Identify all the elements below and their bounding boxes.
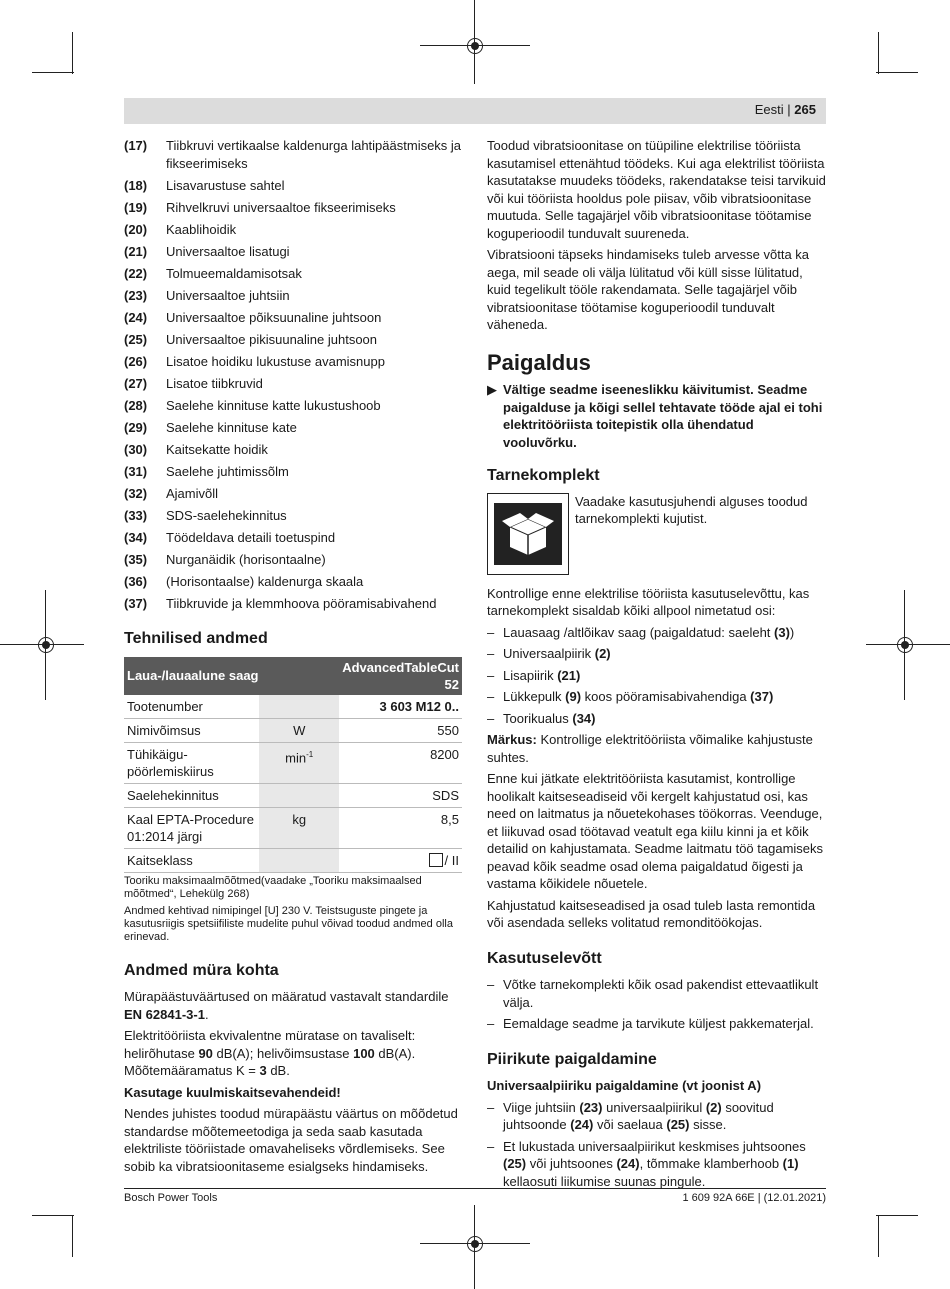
tech-value: 550 (339, 718, 462, 742)
delivery-heading: Tarnekomplekt (487, 467, 600, 484)
parts-list-text: Lisavarustuse sahtel (166, 177, 285, 193)
parts-list-text: Universaaltoe pikisuunaline juhtsoon (166, 331, 378, 347)
tech-table-row (124, 742, 462, 783)
tech-value: 3 603 M12 0.. (339, 695, 462, 719)
parts-list-item (124, 375, 462, 393)
tech-label: Kaal EPTA-Procedure 01:2014 järgi (124, 807, 259, 848)
tech-value: 8200 (339, 742, 462, 783)
tech-value: 8,5 (339, 807, 462, 848)
parts-list-text: Nurganäidik (horisontaalne) (166, 551, 326, 567)
registration-mark-left (38, 637, 54, 653)
note-paragraph: Enne kui jätkate elektritööriista kasutamist, kontrollige hoolikalt kaitseseadiseid või kergelt kahjustatud osi, kas need on laitmatus ja nõuetekohases töökorras. Veenduge, et liikuvad osad töötavad veatult ega kiilu kinni ja et kõik detailid on kahjustamata. Seadme laitmatu töö tagamiseks peavad kõik seadme osad olema paigaldatud õigesti ja vastama kõikidele nõuetele. (487, 771, 824, 891)
parts-list-text: Tiibkruvide ja klemmhoova pööramisabivahend (166, 595, 437, 611)
parts-list (124, 137, 462, 612)
parts-list-text: Rihvelkruvi universaaltoe fikseerimiseks (166, 199, 396, 215)
parts-list-text: Universaaltoe juhtsiin (166, 287, 290, 303)
crop-mark (878, 1215, 879, 1257)
left-column (124, 137, 462, 1179)
tech-table-row (124, 848, 462, 872)
crop-mark (45, 590, 46, 700)
vibration-p1: Toodud vibratsioonitase on tüüpiline elektrilise tööriista kasutamisel ettenähtud töödeks. Kui aga elektrilist tööriista kasutatakse muudeks töödeks, rakendatakse teisi tarvikuid või kui tööriista hooldus pole piisav, võib vibratsioonitase muutuda. Selle tagajärjel võib vibratsioonitase töötamise koguperioodil tunduvalt suureneda. (487, 138, 826, 241)
noise-warning: Kasutage kuulmiskaitsevahendeid! (124, 1084, 341, 1100)
tech-table-row (124, 783, 462, 807)
parts-list-text: Kaitsekatte hoidik (166, 441, 268, 457)
parts-list-number: (18) (124, 177, 148, 193)
parts-list-text: Kaablihoidik (166, 221, 237, 237)
tech-label: Tühikäigu-pöörlemiskiirus (124, 742, 259, 783)
parts-list-text: Ajamivõll (166, 485, 219, 501)
tech-unit: W (259, 718, 339, 742)
page-number: 265 (794, 102, 816, 117)
parts-list-number: (31) (124, 463, 148, 479)
parts-list-number: (34) (124, 529, 148, 545)
parts-list-text: Tolmueemaldamisotsak (166, 265, 302, 281)
parts-list-text: SDS-saelehekinnitus (166, 507, 287, 523)
package-box-icon (487, 493, 569, 575)
registration-mark-bottom (467, 1236, 483, 1252)
noise-p4: Nendes juhistes toodud mürapäästu väärtus on mõõdetud standardse mõõtemeetodiga ja seda saab kasutada elektriliste tööriistade omavaheliseks võrdlemiseks. See sobib ka vibratsioonitaseme esialgseks hindamiseks. (124, 1106, 458, 1174)
parts-list-number: (37) (124, 595, 148, 611)
footer-brand: Bosch Power Tools (124, 1192, 218, 1204)
parts-list-text: (Horisontaalse) kaldenurga skaala (166, 573, 364, 589)
tech-unit (259, 695, 339, 719)
parts-list-item (124, 137, 462, 172)
footer-rule (124, 1188, 826, 1189)
parts-list-item (124, 243, 462, 261)
tech-unit: $\min^{-1}$ (259, 742, 339, 783)
commission-item: – Eemaldage seadme ja tarvikute küljest pakkematerjal. (487, 1016, 814, 1031)
parts-list-number: (20) (124, 221, 148, 237)
fence-item-2: – Et lukustada universaalpiirikut keskmises juhtsoones (25) või juhtsoones (24), tõmmake klamberhoob (1) kellaosuti liikumise suunas pingule. (487, 1138, 806, 1189)
parts-list-text: Tiibkruvi vertikaalse kaldenurga lahtipäästmiseks ja fikseerimiseks (166, 138, 462, 171)
tech-table-row (124, 807, 462, 848)
parts-list-item (124, 265, 462, 283)
delivery-item: – Toorikualus (34) (487, 710, 596, 726)
noise-p2: Elektritööriista ekvivalentne müratase on tavaliselt: helirõhutase 90 dB(A); helivõimsustase 100 dB(A). Mõõtemääramatus K = 3 dB. (124, 1028, 416, 1078)
commission-list (487, 976, 827, 1033)
crop-mark (32, 1215, 74, 1216)
parts-list-item (124, 353, 462, 371)
parts-list-number: (17) (124, 138, 148, 153)
parts-list-number: (30) (124, 441, 148, 457)
note-paragraph-2: Kahjustatud kaitseseadised ja osad tuleb lasta remontida või asendada selleks volitatud remonditöökojas. (487, 897, 816, 930)
commission-item: – Võtke tarnekomplekti kõik osad pakendist ettevaatlikult välja. (487, 977, 819, 1010)
parts-list-item (124, 331, 462, 349)
tech-unit (259, 783, 339, 807)
parts-list-item (124, 419, 462, 437)
parts-list-item (124, 551, 462, 569)
parts-list-item (124, 177, 462, 195)
parts-list-item (124, 309, 462, 327)
parts-list-item (124, 287, 462, 305)
tech-unit (259, 848, 339, 872)
fence-item-1: – Viige juhtsiin (23) universaalpiirikul (2) soovitud juhtsoonde (24) või saelaua (25) sisse. (487, 1099, 774, 1132)
arrow-icon: ▶ (487, 382, 497, 397)
parts-list-number: (32) (124, 485, 148, 501)
commission-heading: Kasutuselevõtt (487, 949, 602, 967)
parts-list-item (124, 485, 462, 503)
noise-heading: Andmed müra kohta (124, 961, 279, 979)
tech-value: / II (339, 848, 462, 872)
noise-p1: Mürapäästuväärtused on määratud vastavalt standardile EN 62841-3-1. (124, 989, 449, 1022)
parts-list-text: Töödeldava detaili toetuspind (166, 529, 336, 545)
parts-list-number: (35) (124, 551, 148, 567)
parts-list-number: (22) (124, 265, 148, 281)
install-warning-text: Vältige seadme iseeneslikku käivitumist. Seadme paigalduse ja kõigi sellel tehtavate tööde ajal ei tohi elektritööriista toitepistik olla ühendatud vooluvõrku. (503, 382, 823, 450)
tech-label: Tootenumber (124, 695, 259, 719)
tech-label: Kaitseklass (124, 848, 259, 872)
parts-list-item (124, 221, 462, 239)
delivery-item: – Lauasaag /altlõikav saag (paigaldatud: saeleht (3)) (487, 624, 795, 640)
delivery-intro: Kontrollige enne elektrilise tööriista kasutuselevõttu, kas tarnekomplekt sisaldab kõiki allpool nimetatud osi: (487, 585, 810, 618)
parts-list-text: Universaaltoe põiksuunaline juhtsoon (166, 309, 382, 325)
crop-mark (876, 1215, 918, 1216)
parts-list-text: Universaaltoe lisatugi (166, 243, 290, 259)
delivery-item: – Universaalpiirik (2) (487, 646, 611, 661)
page-header-text (755, 102, 816, 117)
tech-col-right: AdvancedTableCut 52 (339, 657, 462, 695)
crop-mark (878, 32, 879, 74)
parts-list-number: (19) (124, 199, 148, 215)
parts-list-text: Lisatoe tiibkruvid (166, 375, 263, 391)
parts-list-number: (27) (124, 375, 148, 391)
tech-value: SDS (339, 783, 462, 807)
tech-table-row (124, 695, 462, 719)
tech-table (124, 657, 462, 873)
delivery-item: – Lisapiirik (21) (487, 667, 581, 683)
parts-list-item (124, 463, 462, 481)
fence-heading: Piirikute paigaldamine (487, 1050, 657, 1068)
page-header (124, 98, 826, 124)
delivery-item: – Lükkepulk (9) koos pööramisabivahendiga (37) (487, 689, 774, 704)
tech-label: Nimivõimsus (124, 718, 259, 742)
parts-list-number: (23) (124, 287, 148, 303)
parts-list-item (124, 595, 462, 613)
protection-class-square-icon (429, 853, 443, 867)
tech-table-header (124, 657, 462, 695)
parts-list-text: Saelehe kinnituse katte lukustushoob (166, 397, 381, 413)
vibration-p2: Vibratsiooni täpseks hindamiseks tuleb arvesse võtta ka aega, mil seade oli välja lülitatud või küll sisse lülitatud, kuid tegelikult tööle rakendamata. Selle tagajärjel võib vibratsioonitase töötamise koguperioodil tunduvalt väheneda. (487, 247, 810, 332)
crop-mark (32, 72, 74, 73)
delivery-list (487, 624, 827, 728)
parts-list-number: (21) (124, 243, 148, 259)
parts-list-number: (29) (124, 419, 148, 435)
parts-list-item (124, 507, 462, 525)
tech-unit: kg (259, 807, 339, 848)
delivery-box-row (487, 493, 827, 575)
parts-list-text: Saelehe kinnituse kate (166, 419, 297, 435)
install-warning (487, 381, 827, 451)
crop-mark (72, 1215, 73, 1257)
header-language: Eesti (754, 102, 784, 117)
tech-label: Saelehekinnitus (124, 783, 259, 807)
crop-mark (904, 590, 905, 700)
parts-list-number: (36) (124, 573, 148, 589)
parts-list-number: (25) (124, 331, 148, 347)
right-column (487, 137, 827, 1194)
parts-list-number: (33) (124, 507, 148, 523)
parts-list-item (124, 529, 462, 547)
crop-mark (420, 1243, 530, 1244)
tech-col-left: Laua-/lauaalune saag (124, 657, 339, 695)
parts-list-item (124, 573, 462, 591)
footer-doc-id: 1 609 92A 66E | (12.01.2021) (682, 1192, 826, 1204)
tech-table-row (124, 718, 462, 742)
parts-list-text: Lisatoe hoidiku lukustuse avamisnupp (166, 353, 385, 369)
parts-list-item (124, 397, 462, 415)
install-heading: Paigaldus (487, 349, 591, 375)
tech-note-2: Andmed kehtivad nimipingel [U] 230 V. Teistsuguste pingete ja kasutusriigis spetsiifiliste mudelite puhul võivad toodud andmed olla erinevad. (124, 904, 453, 943)
crop-mark (72, 32, 73, 74)
parts-list-number: (28) (124, 397, 148, 413)
note: Märkus: Kontrollige elektritööriista võimalike kahjustuste suhtes. (487, 732, 813, 765)
header-separator: | (787, 102, 791, 117)
parts-list-item (124, 199, 462, 217)
parts-list-item (124, 441, 462, 459)
crop-mark (876, 72, 918, 73)
parts-list-text: Saelehe juhtimissõlm (166, 463, 289, 479)
fence-subheading: Universaalpiiriku paigaldamine (vt joonist A) (487, 1078, 762, 1093)
parts-list-number: (24) (124, 309, 148, 325)
registration-mark-right (897, 637, 913, 653)
tech-heading: Tehnilised andmed (124, 630, 268, 647)
delivery-icon-text: Vaadake kasutusjuhendi alguses toodud tarnekomplekti kujutist. (575, 493, 808, 526)
crop-mark (420, 45, 530, 46)
registration-mark-top (467, 38, 483, 54)
tech-note-1: Tooriku maksimaalmõõtmed(vaadake „Tooriku maksimaalsed mõõtmed“, Lehekülg 268) (124, 874, 422, 900)
parts-list-number: (26) (124, 353, 148, 369)
